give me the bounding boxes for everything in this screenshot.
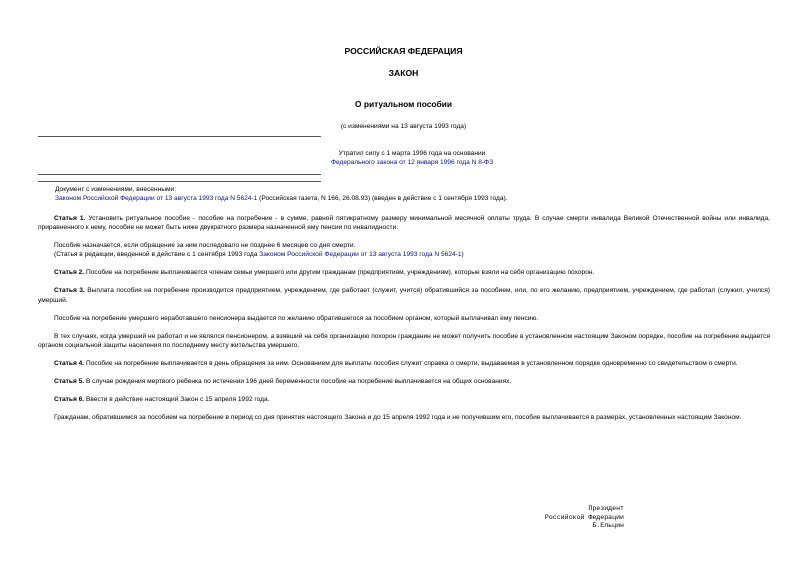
- country-heading: РОССИЙСКАЯ ФЕДЕРАЦИЯ: [344, 46, 463, 56]
- article-2-label: Статья 2.: [54, 269, 85, 277]
- changes-note: (с изменениями на 13 августа 1993 года): [340, 123, 467, 130]
- article-1-label: Статья 1.: [54, 215, 86, 222]
- edition-note-text: (Статья в редакции, введенной в действие с 1 сентября 1993 года: [54, 251, 260, 259]
- article-3-para-2: Пособие на погребение умершего неработавшего пенсионера выдается по желанию обратившегося за пособием органом, который выплачивал ему пенсию.: [54, 314, 539, 322]
- article-2-text: Пособие на погребение выплачивается членам семьи умершего или другим гражданам (предприятиям, учреждениям), которые взяли на себя организацию похорон.: [84, 269, 595, 277]
- article-1-text: Установить ритуальное пособие - пособие на погребение - в сумме, равной пятикратному размеру минимальной месячной оплаты труда. В случае смерти инвалида Великой Отечественной войны или инвалида, приравненного к нему, пособие не может быть ниже двукратного размера назначенной ему пенсии по инвалидности.: [38, 215, 770, 232]
- article-4-label: Статья 4.: [54, 359, 85, 367]
- signature-block: [540, 505, 624, 531]
- article-3-label: Статья 3.: [54, 287, 85, 295]
- article-3-para-3: В тех случаях, когда умерший не работал и не являлся пенсионером, а взявший на себя организацию похорон гражданин не может получить пособие в установленном настоящим Законом порядке, пособие на погребение выдается органом социальной защиты населения по последнему месту жительства умершего.: [38, 332, 770, 349]
- status-link[interactable]: Федерального закона от 12 января 1996 года N 8-ФЗ: [330, 159, 494, 167]
- signature-name: Б.Ельцин: [592, 522, 624, 530]
- status-block: [312, 149, 512, 167]
- amendments-line: [55, 194, 775, 203]
- article-4-text: Пособие на погребение выплачивается в день обращения за ним. Основанием для выплаты пособия служит справка о смерти, выдаваемая в установленном порядке одновременно со свидетельством о смерти.: [84, 359, 738, 367]
- divider-bottom: [38, 181, 321, 182]
- divider-middle: [38, 174, 321, 175]
- article-6-para-2: Гражданам, обратившимся за пособием на погребение в период со дня принятия настоящего Закона и до 15 апреля 1992 года и не получившим его, пособие выплачивается в размерах, установленных настоящим Законом.: [54, 414, 742, 422]
- article-6-label: Статья 6.: [54, 396, 85, 404]
- article-6-text: Ввести в действие настоящий Закон с 15 апреля 1992 года.: [84, 396, 270, 404]
- amendments-label: Документ с изменениями, внесенными:: [55, 186, 177, 193]
- edition-note-link[interactable]: Законом Российской Федерации от 13 августа 1993 года N 5624-1: [259, 251, 462, 259]
- article-3-text: Выплата пособия на погребение производится предприятием, учреждением, где работает (служит, учится) обратившийся за пособием, или, по его желанию, предприятием, учреждением, где работал (служил, учился) умерший.: [38, 287, 770, 304]
- doc-type-heading: ЗАКОН: [388, 68, 419, 78]
- status-text: Утратил силу с 1 марта 1996 года на основании: [338, 150, 486, 157]
- article-1-para-2: Пособие назначается, если обращение за ним последовало не позднее 6 месяцев со дня смерти.: [54, 242, 356, 250]
- signature-title: Президент: [588, 505, 624, 512]
- article-5: [38, 377, 770, 386]
- amendments-tail: (Российская газета, N 166, 26.08.93) (введен в действие с 1 сентября 1993 года).: [257, 195, 508, 203]
- article-5-label: Статья 5.: [54, 378, 85, 386]
- law-body: [38, 214, 770, 422]
- signature-country: Российской Федерации: [544, 513, 624, 521]
- article-3: [38, 286, 770, 304]
- article-5-text: В случае рождения мертвого ребенка по истечении 196 дней беременности пособие на погребение выплачивается на общих основаниях.: [84, 378, 512, 386]
- article-2: [38, 268, 770, 277]
- article-1-edition-note: [38, 250, 770, 259]
- article-4: [38, 359, 770, 368]
- edition-note-close: ): [461, 251, 464, 259]
- document-title: О ритуальном пособии: [355, 99, 452, 109]
- amendments-block: [55, 185, 775, 203]
- article-6: [38, 395, 770, 404]
- article-1: [38, 214, 770, 232]
- divider-top: [38, 136, 321, 137]
- amendments-link[interactable]: Законом Российской Федерации от 13 августа 1993 года N 5624-1: [55, 195, 258, 203]
